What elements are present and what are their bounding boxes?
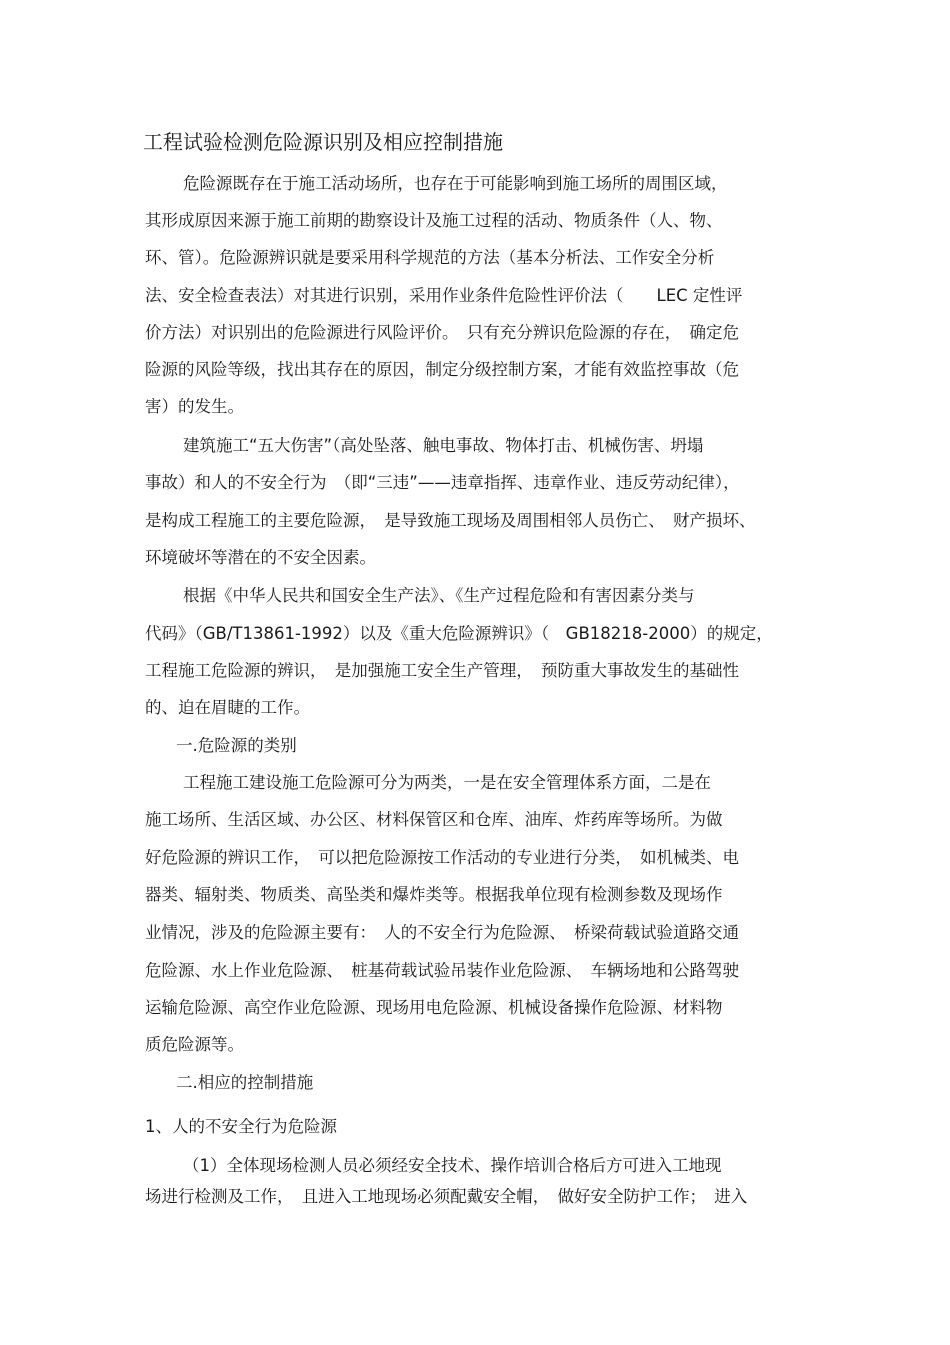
paragraph-line: 业情况，涉及的危险源主要有： 人的不安全行为危险源、 桥梁荷载试验道路交通 [145,923,739,942]
paragraph-line: 根据《中华人民共和国安全生产法》、《生产过程危险和有害因素分类与 [183,586,695,605]
paragraph-line: 环、管）。危险源辨识就是要采用科学规范的方法（基本分析法、工作安全分析 [145,248,715,267]
paragraph-line: 质危险源等。 [145,1035,244,1054]
paragraph-line: 器类、辐射类、物质类、高坠类和爆炸类等。根据我单位现有检测参数及现场作 [145,885,723,904]
paragraph-line: 险源的风险等级，找出其存在的原因，制定分级控制方案，才能有效监控事故（危 [145,360,739,379]
paragraph-line: 法、安全检查表法）对其进行识别，采用作业条件危险性评价法（ LEC 定性评 [145,286,743,305]
document-title: 工程试验检测危险源识别及相应控制措施 [143,130,503,154]
paragraph-line: 代码》（GB/T13861-1992）以及《重大危险源辨识》（ GB18218-2000）的规定， [145,624,773,643]
paragraph-line: 工程施工危险源的辨识， 是加强施工安全生产管理， 预防重大事故发生的基础性 [145,661,739,680]
paragraph-line: （1）全体现场检测人员必须经安全技术、操作培训合格后方可进入工地现 [183,1156,722,1175]
paragraph-line: 环境破坏等潜在的不安全因素。 [145,548,376,567]
paragraph-line: 建筑施工“五大伤害”（高处坠落、触电事故、物体打击、机械伤害、坍塌 [183,436,704,455]
paragraph-line: 其形成原因来源于施工前期的勘察设计及施工过程的活动、物质条件（人、物、 [145,211,723,230]
section-heading: 一.危险源的类别 [176,736,297,755]
paragraph-line: 害）的发生。 [145,397,244,416]
section-heading: 二.相应的控制措施 [176,1073,314,1092]
paragraph-line: 施工场所、生活区域、办公区、材料保管区和仓库、油库、炸药库等场所。为做 [145,810,723,829]
paragraph-line: 危险源既存在于施工活动场所，也存在于可能影响到施工场所的周围区域， [183,174,728,193]
paragraph-line: 工程施工建设施工危险源可分为两类，一是在安全管理体系方面，二是在 [183,773,711,792]
subsection-heading: 1、人的不安全行为危险源 [145,1117,337,1136]
paragraph-line: 事故）和人的不安全行为 （即“三违”——违章指挥、违章作业、违反劳动纪律）， [145,473,740,492]
paragraph-line: 好危险源的辨识工作， 可以把危险源按工作活动的专业进行分类， 如机械类、电 [145,848,739,867]
paragraph-line: 场进行检测及工作， 且进入工地现场必须配戴安全帽， 做好安全防护工作； 进入 [145,1187,748,1206]
paragraph-line: 是构成工程施工的主要危险源， 是导致施工现场及周围相邻人员伤亡、 财产损坏、 [145,511,756,530]
paragraph-line: 的、迫在眉睫的工作。 [145,698,310,717]
paragraph-line: 价方法）对识别出的危险源进行风险评价。 只有充分辨识危险源的存在， 确定危 [145,323,739,342]
paragraph-line: 运输危险源、高空作业危险源、现场用电危险源、机械设备操作危险源、材料物 [145,998,723,1017]
paragraph-line: 危险源、水上作业危险源、 桩基荷载试验吊装作业危险源、 车辆场地和公路驾驶 [145,961,739,980]
